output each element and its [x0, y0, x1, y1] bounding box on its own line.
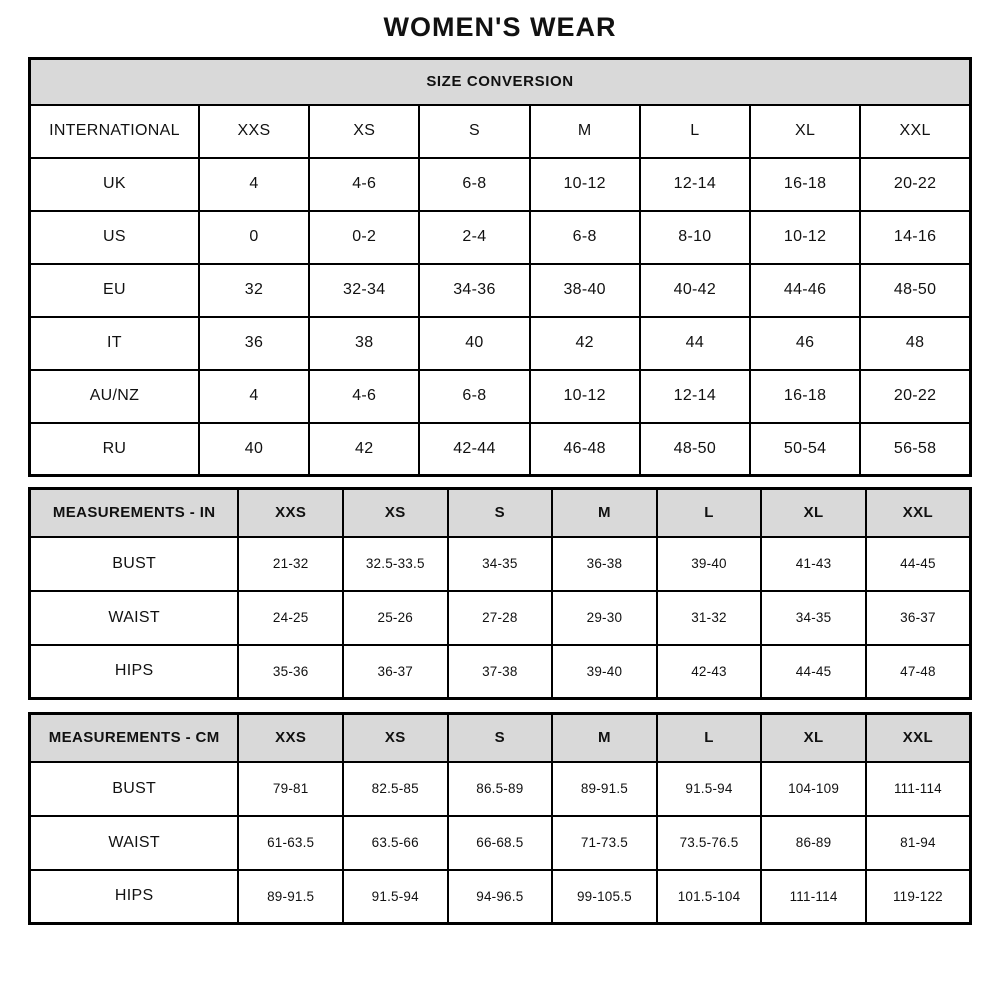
column-header: S — [419, 105, 529, 158]
column-header: XL — [761, 714, 866, 762]
measurement-cell: 39-40 — [552, 645, 657, 699]
column-header: M — [530, 105, 640, 158]
size-cell: 48-50 — [860, 264, 970, 317]
row-header: US — [30, 211, 199, 264]
measurement-cell: 35-36 — [238, 645, 343, 699]
size-cell: 48-50 — [640, 423, 750, 476]
size-cell: 16-18 — [750, 158, 860, 211]
size-cell: 4-6 — [309, 370, 419, 423]
measurement-cell: 36-38 — [552, 537, 657, 591]
spacer — [28, 477, 972, 487]
measurement-cell: 31-32 — [657, 591, 762, 645]
size-cell: 16-18 — [750, 370, 860, 423]
size-cell: 56-58 — [860, 423, 970, 476]
table-row — [30, 423, 971, 476]
measurement-cell: 42-43 — [657, 645, 762, 699]
measurement-cell: 94-96.5 — [448, 870, 553, 924]
measurement-cell: 104-109 — [761, 762, 866, 816]
size-conversion-table — [28, 57, 972, 477]
measurement-cell: 34-35 — [761, 591, 866, 645]
measurement-cell: 44-45 — [866, 537, 971, 591]
measurement-cell: 36-37 — [866, 591, 971, 645]
size-cell: 2-4 — [419, 211, 529, 264]
size-cell: 42 — [530, 317, 640, 370]
size-cell: 10-12 — [530, 158, 640, 211]
row-header: IT — [30, 317, 199, 370]
measurements-in-table — [28, 487, 972, 700]
measurement-cell: 36-37 — [343, 645, 448, 699]
measurement-cell: 111-114 — [866, 762, 971, 816]
row-header: AU/NZ — [30, 370, 199, 423]
table-row — [30, 370, 971, 423]
measurement-cell: 99-105.5 — [552, 870, 657, 924]
measurement-cell: 89-91.5 — [238, 870, 343, 924]
measurement-cell: 101.5-104 — [657, 870, 762, 924]
column-header: L — [657, 714, 762, 762]
row-header: RU — [30, 423, 199, 476]
row-header: BUST — [30, 537, 239, 591]
size-cell: 0 — [199, 211, 309, 264]
measurement-cell: 24-25 — [238, 591, 343, 645]
size-cell: 32 — [199, 264, 309, 317]
column-header: L — [640, 105, 750, 158]
measurement-cell: 37-38 — [448, 645, 553, 699]
table-row — [30, 158, 971, 211]
size-cell: 8-10 — [640, 211, 750, 264]
column-header: INTERNATIONAL — [30, 105, 199, 158]
measurement-cell: 29-30 — [552, 591, 657, 645]
size-cell: 42 — [309, 423, 419, 476]
measurement-cell: 86.5-89 — [448, 762, 553, 816]
column-header: XXL — [860, 105, 970, 158]
size-cell: 6-8 — [530, 211, 640, 264]
size-cell: 6-8 — [419, 370, 529, 423]
size-cell: 14-16 — [860, 211, 970, 264]
column-header: MEASUREMENTS - IN — [30, 489, 239, 537]
measurement-cell: 111-114 — [761, 870, 866, 924]
measurement-cell: 81-94 — [866, 816, 971, 870]
measurements-cm-table — [28, 712, 972, 925]
column-header: XXS — [238, 714, 343, 762]
measurement-cell: 82.5-85 — [343, 762, 448, 816]
table-row — [30, 591, 971, 645]
measurement-cell: 41-43 — [761, 537, 866, 591]
size-cell: 48 — [860, 317, 970, 370]
column-header: XS — [343, 489, 448, 537]
size-cell: 40 — [199, 423, 309, 476]
size-cell: 44-46 — [750, 264, 860, 317]
size-cell: 50-54 — [750, 423, 860, 476]
measurement-cell: 39-40 — [657, 537, 762, 591]
table-row — [30, 762, 971, 816]
column-header-row — [30, 714, 971, 762]
column-header: XXL — [866, 714, 971, 762]
row-header: EU — [30, 264, 199, 317]
size-cell: 4-6 — [309, 158, 419, 211]
size-cell: 34-36 — [419, 264, 529, 317]
column-header: XXS — [199, 105, 309, 158]
table-row — [30, 816, 971, 870]
measurement-cell: 47-48 — [866, 645, 971, 699]
measurement-cell: 25-26 — [343, 591, 448, 645]
table-title: SIZE CONVERSION — [30, 59, 971, 105]
column-header: XL — [750, 105, 860, 158]
measurement-cell: 44-45 — [761, 645, 866, 699]
measurement-cell: 71-73.5 — [552, 816, 657, 870]
table-row — [30, 264, 971, 317]
table-row — [30, 211, 971, 264]
column-header: XS — [343, 714, 448, 762]
column-header: M — [552, 489, 657, 537]
measurement-cell: 63.5-66 — [343, 816, 448, 870]
column-header: XXS — [238, 489, 343, 537]
size-cell: 40 — [419, 317, 529, 370]
size-cell: 46 — [750, 317, 860, 370]
page-title: WOMEN'S WEAR — [383, 12, 617, 42]
table-title-row — [30, 59, 971, 105]
measurement-cell: 21-32 — [238, 537, 343, 591]
measurement-cell: 89-91.5 — [552, 762, 657, 816]
table-row — [30, 645, 971, 699]
table-row — [30, 870, 971, 924]
column-header: MEASUREMENTS - CM — [30, 714, 239, 762]
size-cell: 38-40 — [530, 264, 640, 317]
measurement-cell: 91.5-94 — [657, 762, 762, 816]
size-cell: 12-14 — [640, 158, 750, 211]
column-header-row — [30, 489, 971, 537]
measurement-cell: 86-89 — [761, 816, 866, 870]
row-header: HIPS — [30, 645, 239, 699]
column-header: L — [657, 489, 762, 537]
measurement-cell: 79-81 — [238, 762, 343, 816]
size-cell: 46-48 — [530, 423, 640, 476]
size-cell: 20-22 — [860, 370, 970, 423]
measurement-cell: 32.5-33.5 — [343, 537, 448, 591]
size-cell: 40-42 — [640, 264, 750, 317]
size-cell: 4 — [199, 370, 309, 423]
column-header: S — [448, 714, 553, 762]
size-cell: 0-2 — [309, 211, 419, 264]
size-cell: 12-14 — [640, 370, 750, 423]
measurement-cell: 61-63.5 — [238, 816, 343, 870]
row-header: WAIST — [30, 591, 239, 645]
column-header: XXL — [866, 489, 971, 537]
size-cell: 32-34 — [309, 264, 419, 317]
size-cell: 6-8 — [419, 158, 529, 211]
column-header: S — [448, 489, 553, 537]
measurement-cell: 66-68.5 — [448, 816, 553, 870]
size-cell: 20-22 — [860, 158, 970, 211]
measurement-cell: 27-28 — [448, 591, 553, 645]
row-header: HIPS — [30, 870, 239, 924]
table-row — [30, 317, 971, 370]
row-header: UK — [30, 158, 199, 211]
column-header: XS — [309, 105, 419, 158]
size-cell: 44 — [640, 317, 750, 370]
row-header: WAIST — [30, 816, 239, 870]
size-cell: 10-12 — [750, 211, 860, 264]
table-row — [30, 537, 971, 591]
column-header: M — [552, 714, 657, 762]
row-header: BUST — [30, 762, 239, 816]
size-cell: 38 — [309, 317, 419, 370]
measurement-cell: 119-122 — [866, 870, 971, 924]
size-cell: 42-44 — [419, 423, 529, 476]
measurement-cell: 34-35 — [448, 537, 553, 591]
size-cell: 4 — [199, 158, 309, 211]
column-header-row — [30, 105, 971, 158]
measurement-cell: 73.5-76.5 — [657, 816, 762, 870]
measurement-cell: 91.5-94 — [343, 870, 448, 924]
spacer — [28, 700, 972, 712]
size-cell: 10-12 — [530, 370, 640, 423]
size-cell: 36 — [199, 317, 309, 370]
column-header: XL — [761, 489, 866, 537]
